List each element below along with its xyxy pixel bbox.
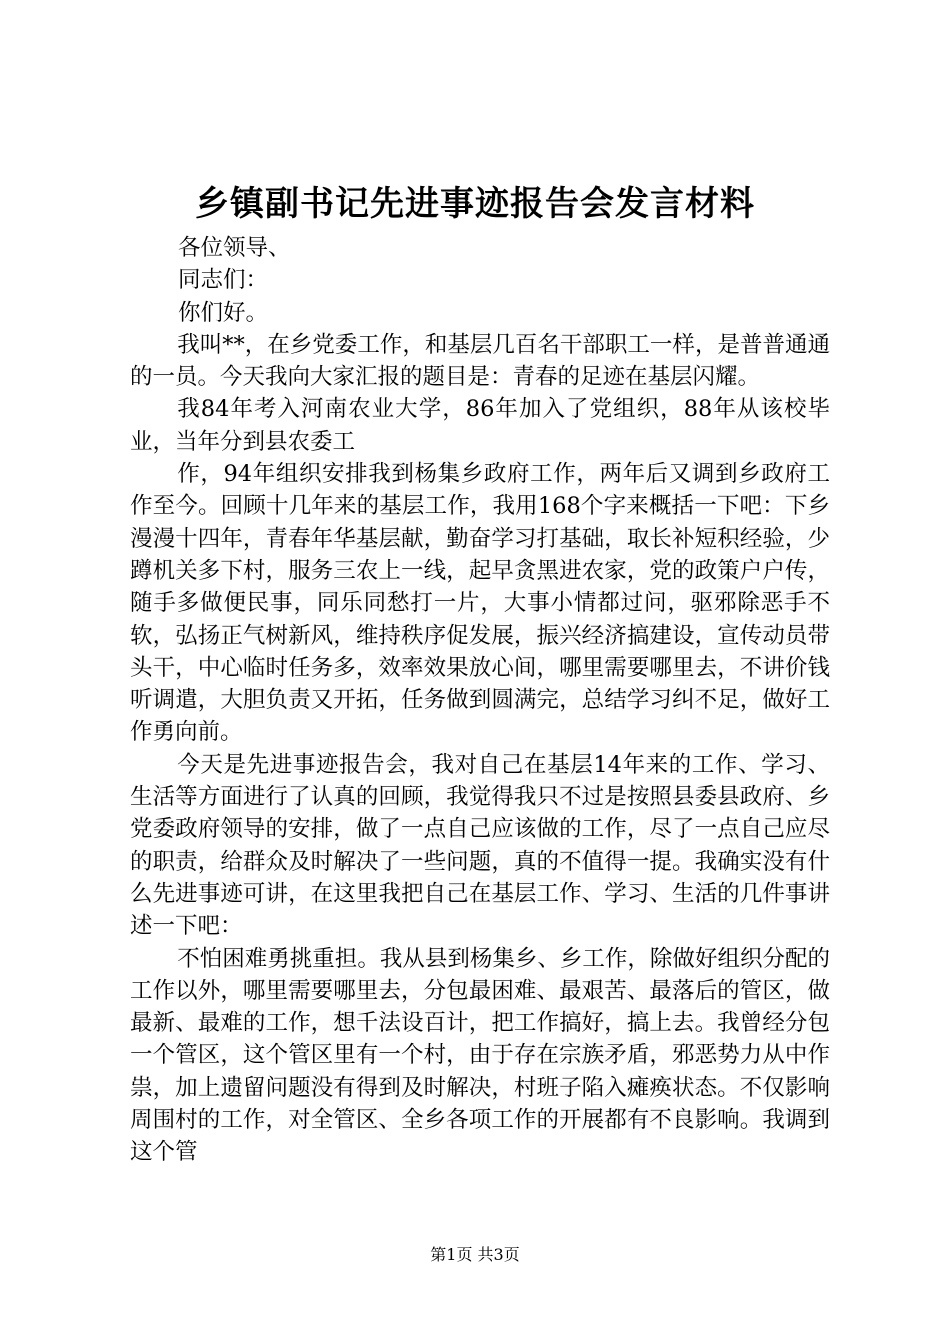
greeting-line: 你们好。	[178, 299, 269, 326]
page-number-footer: 第1页 共3页	[430, 1245, 520, 1264]
greeting-line: 各位领导、	[178, 235, 291, 261]
body-paragraph: 今天是先进事迹报告会，我对自己在基层14年来的工作、学习、生活等方面进行了认真的回顾，我觉得我只不过是按照县委县政府、乡党委政府领导的安排，做了一点自己应该做的工作，尽了一点自己应尽的职责，给群众及时解决了一些问题，真的不值得一提。我确实没有什么先进事迹可讲，在这里我把自己在基层工作、学习、生活的几件事讲述一下吧：	[130, 751, 830, 940]
body-paragraph: 作，94年组织安排我到杨集乡政府工作，两年后又调到乡政府工作至今。回顾十几年来的基层工作，我用168个字来概括一下吧：下乡漫漫十四年，青春年华基层献，勤奋学习打基础，取长补短积经验，少蹲机关多下村，服务三农上一线，起早贪黑进农家，党的政策户户传，随手多做便民事，同乐同愁打一片，大事小情都过问，驱邪除恶手不软，弘扬正气树新风，维持秩序促发展，振兴经济搞建设，宣传动员带头干，中心临时任务多，效率效果放心间，哪里需要哪里去，不讲价钱听调遣，大胆负责又开拓，任务做到圆满完，总结学习纠不足，做好工作勇向前。	[130, 461, 830, 746]
body-paragraph: 我叫**，在乡党委工作，和基层几百名干部职工一样，是普普通通的一员。今天我向大家汇报的题目是：青春的足迹在基层闪耀。	[130, 331, 830, 391]
document-title: 乡镇副书记先进事迹报告会发言材料	[195, 184, 755, 224]
body-paragraph: 我84年考入河南农业大学，86年加入了党组织，88年从该校毕业，当年分到县农委工	[130, 396, 830, 455]
document-body	[130, 232, 830, 1169]
greeting-line: 同志们：	[178, 267, 269, 294]
body-paragraph: 不怕困难勇挑重担。我从县到杨集乡、乡工作，除做好组织分配的工作以外，哪里需要哪里去，分包最困难、最艰苦、最落后的管区，做最新、最难的工作，想千法设百计，把工作搞好，搞上去。我曾经分包一个管区，这个管区里有一个村，由于存在宗族矛盾，邪恶势力从中作祟，加上遗留问题没有得到及时解决，村班子陷入瘫痪状态。不仅影响周围村的工作，对全管区、全乡各项工作的开展都有不良影响。我调到这个管	[130, 945, 830, 1166]
